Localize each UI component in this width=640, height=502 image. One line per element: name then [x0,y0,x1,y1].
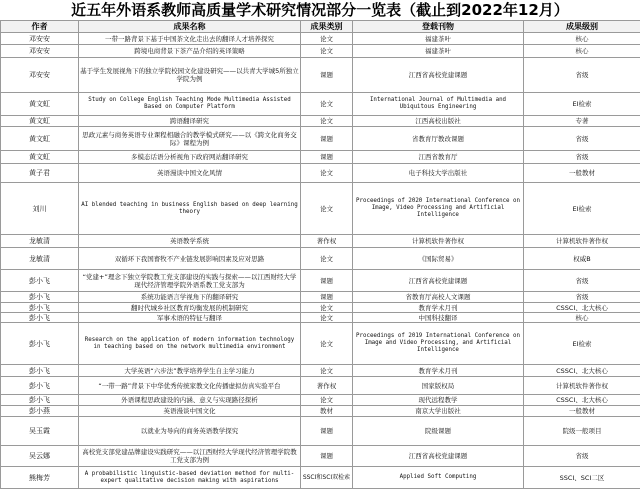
work-title-cell: 思政元素与商务英语专业课程相融合的教学模式研究——以《跨文化商务交际》课程为例 [79,127,301,151]
level-cell: 省级 [524,151,640,164]
work-type-cell: 教材 [301,406,353,417]
work-type-cell: 论文 [301,248,353,270]
work-type-cell: SSCI和SCI双检索 [301,467,353,489]
table-row [1,151,640,164]
author-cell: 刘川 [1,183,79,235]
venue-cell: 江西省教育厅 [353,151,524,164]
author-cell: 邓安安 [1,33,79,45]
venue-cell: 国家版权局 [353,377,524,395]
venue-cell: 江西省高校党建课题 [353,270,524,292]
author-cell: 彭小飞 [1,313,79,323]
level-cell: EI检索 [524,183,640,235]
table-row [1,183,640,235]
level-cell: CSSCI、北大核心 [524,303,640,313]
level-cell: 省级 [524,270,640,292]
author-cell: 吴玉霞 [1,417,79,446]
author-cell: 彭小飞 [1,292,79,303]
work-type-cell: 论文 [301,33,353,45]
level-cell: 计算机软件著作权 [524,235,640,248]
level-cell: SSCI、SCI二区 [524,467,640,489]
table-row [1,127,640,151]
table-row [1,395,640,406]
work-title-cell: 多模态话语分析视角下政府网站翻译研究 [79,151,301,164]
venue-cell: 中国科技翻译 [353,313,524,323]
work-title-cell: 翻时代城乡社区教育均衡发展的机制研究 [79,303,301,313]
venue-cell: 教育学术月刊 [353,365,524,377]
work-title-cell: 以就业为导向的商务英语教学探究 [79,417,301,446]
venue-cell: 现代远程教学 [353,395,524,406]
work-type-cell: 著作权 [301,377,353,395]
level-cell: 核心 [524,45,640,58]
author-cell: 邓安安 [1,58,79,93]
table-row [1,303,640,313]
venue-cell: 江西高校出版社 [353,116,524,127]
work-type-cell: 论文 [301,303,353,313]
work-title-cell: 系统功能语言学视角下的翻译研究 [79,292,301,303]
work-type-cell: 课题 [301,58,353,93]
work-title-cell: 一带一路背景下基于中国茶文化走出去的翻译人才培养探究 [79,33,301,45]
work-title-cell: 外语课程思政建设的内涵、意义与实现路径探析 [79,395,301,406]
header-row [1,21,640,33]
level-cell: 省级 [524,446,640,467]
venue-cell: 省教育厅教改课题 [353,127,524,151]
work-type-cell: 课题 [301,446,353,467]
author-cell: 龙敏清 [1,248,79,270]
table-body [1,33,640,489]
work-type-cell: 课题 [301,292,353,303]
author-cell: 吴云娜 [1,446,79,467]
author-cell: 黄文虹 [1,127,79,151]
table-row [1,323,640,365]
work-title-cell: “一带一路”背景下中华优秀传统家教文化传播虚拟仿真实验平台 [79,377,301,395]
work-title-cell: 军事术语的特征与翻译 [79,313,301,323]
venue-cell: 福建茶叶 [353,45,524,58]
table-row [1,313,640,323]
author-cell: 彭小燕 [1,406,79,417]
work-title-cell: 跨境电商背景下茶产品介绍的英译策略 [79,45,301,58]
work-type-cell: 论文 [301,323,353,365]
work-title-cell: Study on College English Teaching Mode Multimedia Assisted Based on Computer Platform [79,93,301,116]
work-title-cell: 英语漫谈中国文化风情 [79,164,301,183]
venue-cell: 《国际贸易》 [353,248,524,270]
work-type-cell: 论文 [301,183,353,235]
table-row [1,467,640,489]
venue-cell: 院级课题 [353,417,524,446]
table-row [1,164,640,183]
table-row [1,406,640,417]
level-cell: 院级一般项目 [524,417,640,446]
level-cell: 计算机软件著作权 [524,377,640,395]
work-title-cell: 高校党支部党建品牌建设实践研究——以江西财经大学现代经济管理学院教工党支部为例 [79,446,301,467]
header-type: 成果类别 [301,21,353,33]
level-cell: 省级 [524,58,640,93]
venue-cell: 南京大学出版社 [353,406,524,417]
table-row [1,446,640,467]
table-row [1,45,640,58]
venue-cell: 省教育厅高校人文课题 [353,292,524,303]
work-type-cell: 论文 [301,313,353,323]
venue-cell: Applied Soft Computing [353,467,524,489]
author-cell: 彭小飞 [1,365,79,377]
level-cell: 权威B [524,248,640,270]
author-cell: 彭小飞 [1,323,79,365]
work-type-cell: 论文 [301,93,353,116]
work-type-cell: 著作权 [301,235,353,248]
work-title-cell: 英语漫谈中国文化 [79,406,301,417]
author-cell: 黄子君 [1,164,79,183]
work-type-cell: 课题 [301,270,353,292]
table-row [1,58,640,93]
header-venue: 登载刊物 [353,21,524,33]
work-title-cell: 大学英语“六步法”教学培养学生自主学习能力 [79,365,301,377]
venue-cell: 江西省高校党建课题 [353,58,524,93]
header-author: 作者 [1,21,79,33]
level-cell: EI检索 [524,323,640,365]
level-cell: 省级 [524,292,640,303]
venue-cell: Proceedings of 2020 International Conference on Image, Video Processing and Artificial Intelligence [353,183,524,235]
author-cell: 熊梅芳 [1,467,79,489]
work-type-cell: 论文 [301,395,353,406]
work-title-cell: 英语教学系统 [79,235,301,248]
level-cell: 一般教材 [524,164,640,183]
table-row [1,235,640,248]
venue-cell: International Journal of Multimedia and Ubiquitous Engineering [353,93,524,116]
level-cell: 专著 [524,116,640,127]
work-type-cell: 课题 [301,151,353,164]
level-cell: EI检索 [524,93,640,116]
table-row [1,248,640,270]
venue-cell: 福建茶叶 [353,33,524,45]
level-cell: CSSCI、北大核心 [524,395,640,406]
work-title-cell: 双循环下我国畜牧不产业链发展影响因素及应对思路 [79,248,301,270]
venue-cell: Proceedings of 2019 International Conference on Image and Video Processing, and Artificial Intelligence [353,323,524,365]
level-cell: 省级 [524,127,640,151]
header-work: 成果名称 [79,21,301,33]
level-cell: 一般教材 [524,406,640,417]
author-cell: 彭小飞 [1,303,79,313]
work-type-cell: 课题 [301,127,353,151]
table-row [1,270,640,292]
author-cell: 黄文虹 [1,151,79,164]
table-row [1,365,640,377]
research-table [0,20,640,489]
work-title-cell: A probabilistic linguistic-based deviation method for multi-expert qualitative decision making with aspirations [79,467,301,489]
work-title-cell: Research on the application of modern information technology in teaching based on the network multimedia environment [79,323,301,365]
author-cell: 彭小飞 [1,270,79,292]
level-cell: CSSCI、北大核心 [524,365,640,377]
work-title-cell: AI blended teaching in business English based on deep learning theory [79,183,301,235]
header-level: 成果级别 [524,21,640,33]
venue-cell: 计算机软件著作权 [353,235,524,248]
venue-cell: 江西省高校党建课题 [353,446,524,467]
author-cell: 黄文虹 [1,93,79,116]
work-title-cell: 跨语翻译研究 [79,116,301,127]
author-cell: 邓安安 [1,45,79,58]
work-type-cell: 论文 [301,164,353,183]
work-type-cell: 论文 [301,116,353,127]
level-cell: 核心 [524,313,640,323]
author-cell: 彭小飞 [1,377,79,395]
venue-cell: 教育学术月刊 [353,303,524,313]
table-row [1,377,640,395]
work-type-cell: 论文 [301,365,353,377]
table-row [1,417,640,446]
document-title: 近五年外语系教师高质量学术研究情况部分一览表（截止到2022年12月） [71,1,569,19]
work-type-cell: 论文 [301,45,353,58]
author-cell: 黄文虹 [1,116,79,127]
table-row [1,33,640,45]
author-cell: 彭小飞 [1,395,79,406]
work-title-cell: 基于学生发展视角下的独立学院校园文化建设研究——以共青大学城5所独立学院为例 [79,58,301,93]
venue-cell: 电子科技大学出版社 [353,164,524,183]
author-cell: 龙敏清 [1,235,79,248]
work-type-cell: 课题 [301,417,353,446]
work-title-cell: “党建+”理念下独立学院教工党支部建设的实践与探索——以江西财经大学现代经济管理学院外语系教工党支部为 [79,270,301,292]
table-row [1,292,640,303]
table-row [1,116,640,127]
level-cell: 核心 [524,33,640,45]
table-row [1,93,640,116]
